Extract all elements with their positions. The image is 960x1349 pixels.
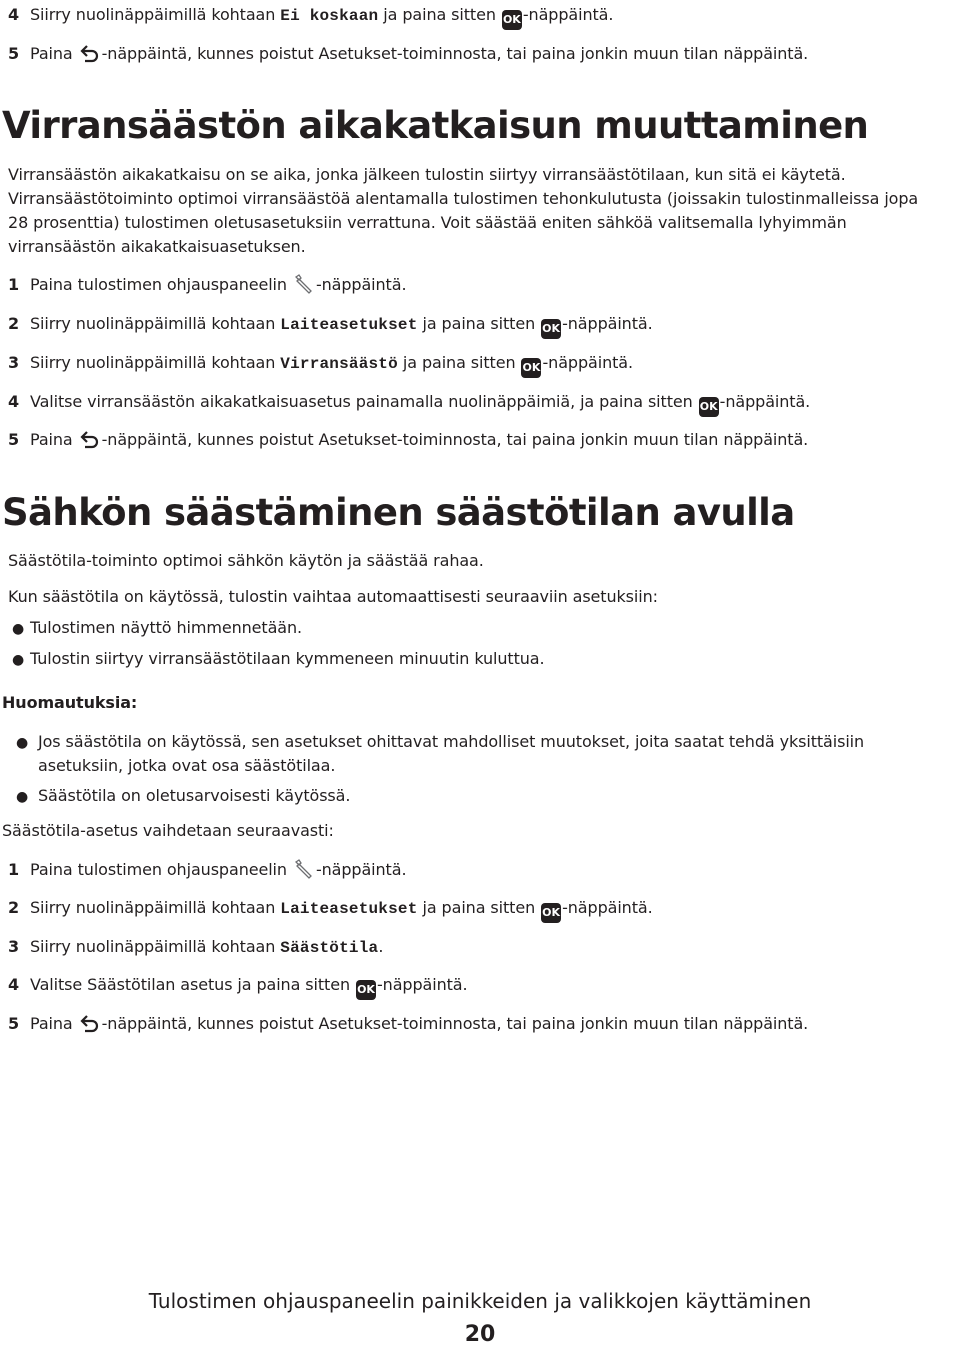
ok-button-icon: OK: [541, 319, 561, 339]
paragraph: Virransäästötoiminto optimoi virransäästöä alentamalla tulostimen tehonkulutusta (joissakin tulostinmalleissa jopa: [8, 189, 919, 208]
step-5: 5 Paina -näppäintä, kunnes poistut Asetukset-toiminnosta, tai paina jonkin muun tilan näppäintä.: [8, 430, 809, 449]
note-item: ● Jos säästötila on käytössä, sen asetukset ohittavat mahdolliset muutokset, joita saatat tehdä yksittäisiin: [16, 732, 865, 751]
list-item: ● Tulostimen näyttö himmennetään.: [12, 618, 303, 637]
step-4: 4 Valitse Säästötilan asetus ja paina sitten OK -näppäintä.: [8, 973, 956, 1000]
step-1: 1 Paina tulostimen ohjauspaneelin -näppäintä.: [8, 860, 407, 879]
step-3: 3 Siirry nuolinäppäimillä kohtaan Virransäästö ja paina sitten OK -näppäintä.: [8, 351, 956, 378]
paragraph: Säästötila-asetus vaihdetaan seuraavasti:: [2, 821, 334, 840]
step-4: 4 Valitse virransäästön aikakatkaisuasetus painamalla nuolinäppäimiä, ja paina sitten OK -näppäintä.: [8, 390, 956, 417]
section-heading-eco-mode: Sähkön säästäminen säästötilan avulla: [2, 491, 795, 534]
notes-heading: Huomautuksia:: [2, 693, 138, 712]
paragraph: Säästötila-toiminto optimoi sähkön käytön ja säästää rahaa.: [8, 551, 484, 570]
back-arrow-icon: [79, 43, 101, 63]
ok-button-icon: OK: [356, 980, 376, 1000]
step-1: 1 Paina tulostimen ohjauspaneelin -näppäintä.: [8, 275, 407, 294]
step-4-top: 4 Siirry nuolinäppäimillä kohtaan Ei koskaan ja paina sitten OK -näppäintä.: [8, 3, 956, 30]
note-item: ● Säästötila on oletusarvoisesti käytössä.: [16, 786, 351, 805]
paragraph: virransäästön aikakatkaisuasetuksen.: [8, 237, 306, 256]
wrench-icon: [293, 274, 315, 294]
wrench-icon: [293, 859, 315, 879]
step-2: 2 Siirry nuolinäppäimillä kohtaan Laiteasetukset ja paina sitten OK -näppäintä.: [8, 312, 956, 339]
back-arrow-icon: [79, 429, 101, 449]
page-number: 20: [464, 1322, 496, 1347]
ok-button-icon: OK: [541, 903, 561, 923]
note-item-continued: asetuksiin, jotka ovat osa säästötilaa.: [38, 756, 336, 775]
paragraph: Kun säästötila on käytössä, tulostin vaihtaa automaattisesti seuraaviin asetuksiin:: [8, 587, 658, 606]
section-heading-power-saver-timeout: Virransäästön aikakatkaisun muuttaminen: [2, 104, 869, 147]
step-2: 2 Siirry nuolinäppäimillä kohtaan Laiteasetukset ja paina sitten OK -näppäintä.: [8, 896, 956, 923]
back-arrow-icon: [79, 1013, 101, 1033]
list-item: ● Tulostin siirtyy virransäästötilaan kymmeneen minuutin kuluttua.: [12, 649, 545, 668]
ok-button-icon: OK: [521, 358, 541, 378]
step-3: 3 Siirry nuolinäppäimillä kohtaan Säästötila.: [8, 937, 384, 957]
step-5-top: 5 Paina -näppäintä, kunnes poistut Asetukset-toiminnosta, tai paina jonkin muun tilan näppäintä.: [8, 44, 809, 63]
ok-button-icon: OK: [699, 397, 719, 417]
footer-title: Tulostimen ohjauspaneelin painikkeiden ja valikkojen käyttäminen: [148, 1289, 812, 1313]
paragraph: Virransäästön aikakatkaisu on se aika, jonka jälkeen tulostin siirtyy virransäästötilaan, kun sitä ei käytetä.: [8, 165, 846, 184]
paragraph: 28 prosenttia) tulostimen oletusasetuksiin verrattuna. Voit säästää eniten sähköä valitsemalla lyhyimmän: [8, 213, 847, 232]
step-5: 5 Paina -näppäintä, kunnes poistut Asetukset-toiminnosta, tai paina jonkin muun tilan näppäintä.: [8, 1014, 809, 1033]
ok-button-icon: OK: [502, 10, 522, 30]
